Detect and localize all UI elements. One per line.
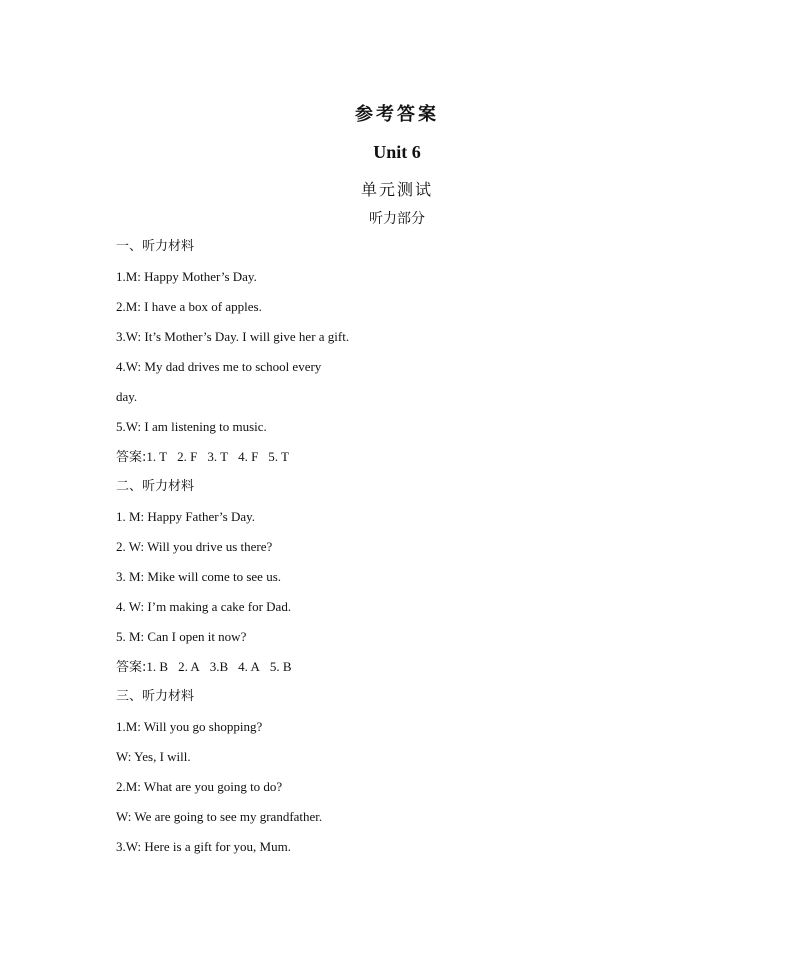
part2-line: 1. M: Happy Father’s Day. — [116, 509, 256, 524]
part1-line: day. — [116, 389, 138, 404]
answer-item: 4. F — [238, 449, 259, 464]
answer-item: 1. T — [146, 449, 168, 464]
page-title: 参考答案 — [355, 104, 439, 125]
answer-item: 3.B — [209, 659, 229, 674]
part1-line: 5.W: I am listening to music. — [116, 419, 267, 434]
part1-line: 1.M: Happy Mother’s Day. — [116, 269, 257, 284]
answer-item: 4. A — [238, 659, 260, 674]
part3-heading: 三、听力材料 — [116, 689, 195, 704]
part1-line: 2.M: I have a box of apples. — [116, 299, 262, 314]
part2-line: 5. M: Can I open it now? — [116, 629, 247, 644]
part3-line: 2.M: What are you going to do? — [116, 779, 283, 794]
part3-line: 1.M: Will you go shopping? — [116, 719, 263, 734]
part1-line: 3.W: It’s Mother’s Day. I will give her a gift. — [116, 329, 350, 344]
answer-label: 答案: — [116, 450, 147, 465]
unit-heading: Unit 6 — [373, 142, 421, 162]
section-label: 听力部分 — [369, 211, 425, 227]
answer-item: 1. B — [146, 659, 169, 674]
part1-answers — [116, 448, 299, 467]
part2-line: 3. M: Mike will come to see us. — [116, 569, 282, 584]
answer-item: 3. T — [207, 449, 229, 464]
part1-heading: 一、听力材料 — [116, 239, 195, 254]
part2-answers — [116, 658, 302, 677]
part2-line: 2. W: Will you drive us there? — [116, 539, 273, 554]
answer-item: 5. B — [269, 659, 292, 674]
part3-line: W: We are going to see my grandfather. — [116, 809, 323, 824]
part3-line: W: Yes, I will. — [116, 749, 191, 764]
answer-item: 5. T — [268, 449, 290, 464]
part1-line: 4.W: My dad drives me to school every — [116, 359, 322, 374]
answer-item: 2. F — [177, 449, 198, 464]
answer-label: 答案: — [116, 660, 147, 675]
part2-line: 4. W: I’m making a cake for Dad. — [116, 599, 292, 614]
test-subtitle: 单元测试 — [360, 180, 433, 199]
part3-line: 3.W: Here is a gift for you, Mum. — [116, 839, 291, 854]
part2-heading: 二、听力材料 — [116, 479, 195, 494]
answer-item: 2. A — [178, 659, 200, 674]
